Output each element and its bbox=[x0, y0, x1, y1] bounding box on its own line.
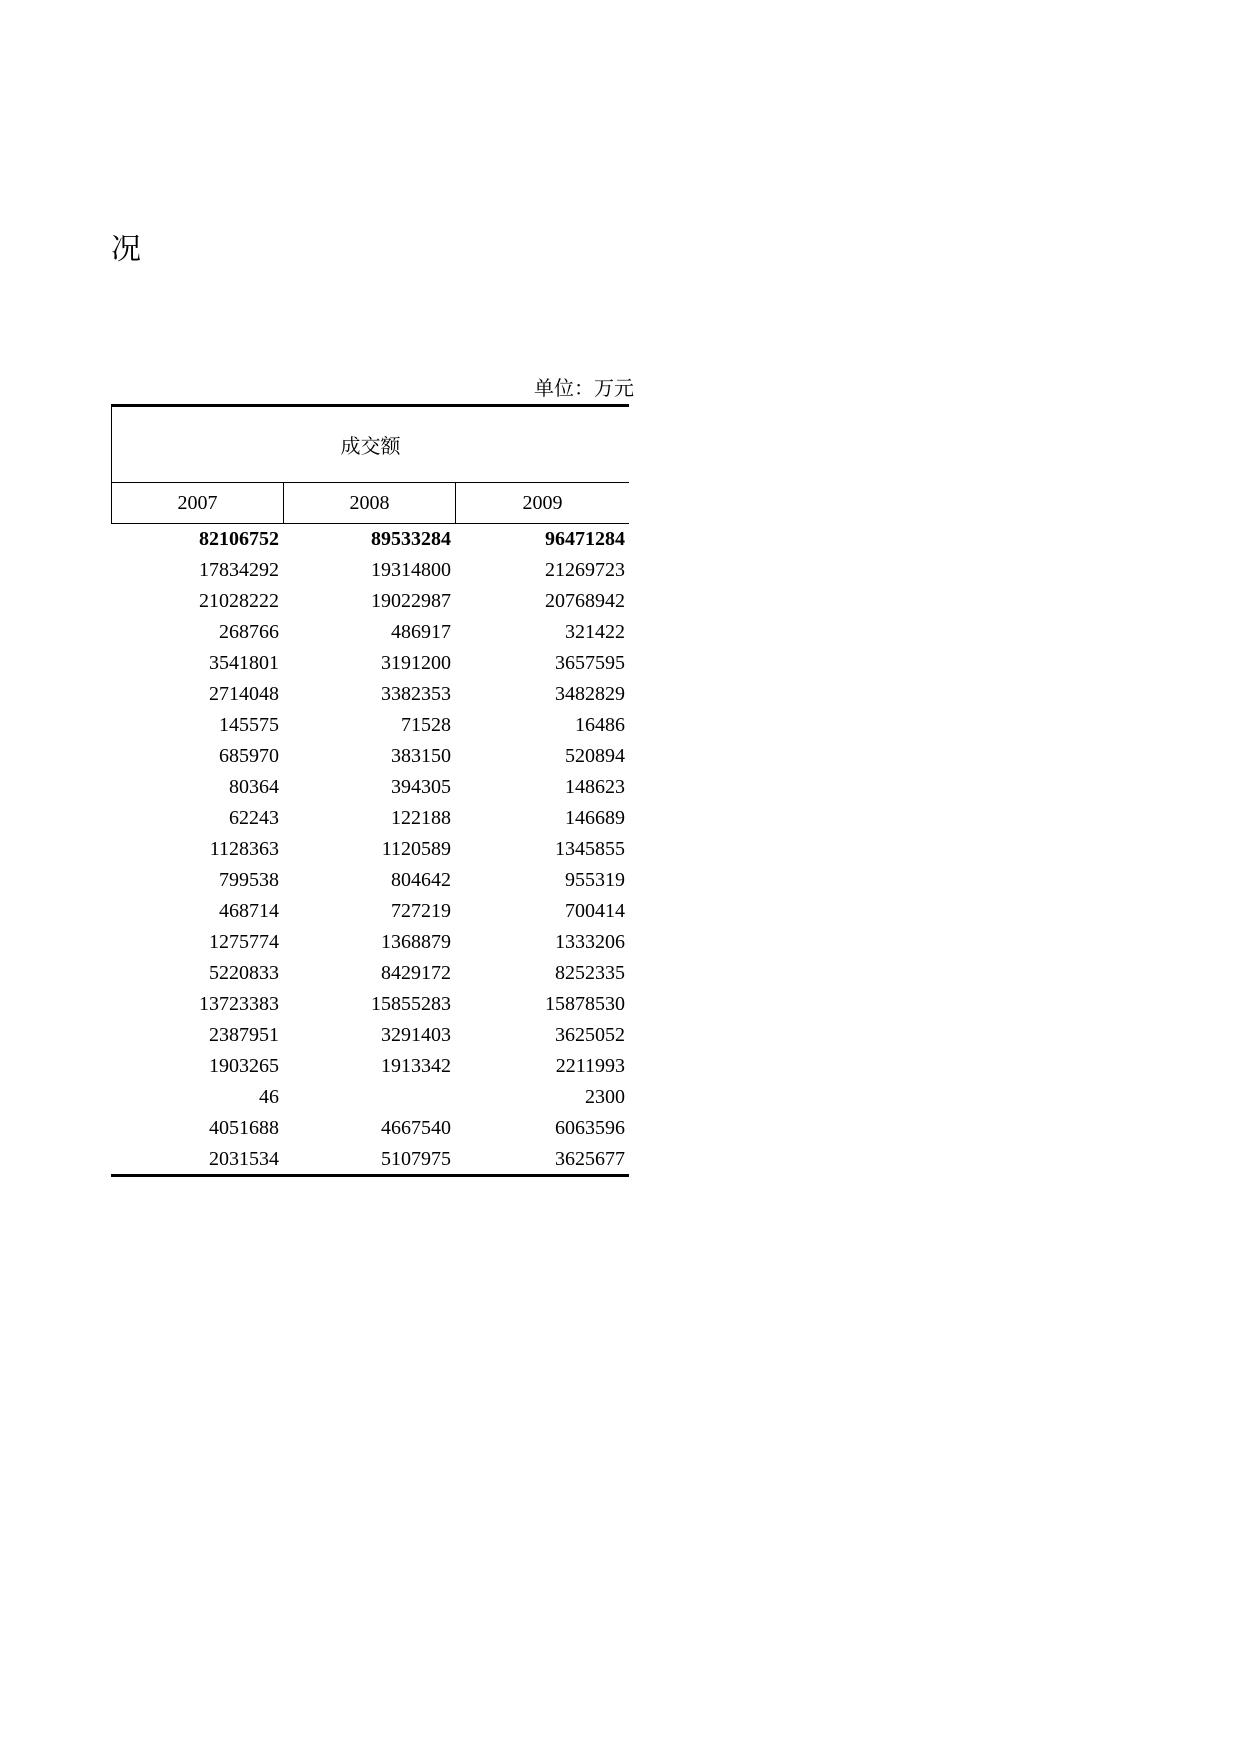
cell-2008: 5107975 bbox=[381, 1148, 451, 1170]
cell-2007: 80364 bbox=[229, 776, 279, 798]
table-row bbox=[111, 741, 629, 772]
cell-2007: 2714048 bbox=[209, 683, 279, 705]
cell-2008: 19022987 bbox=[371, 590, 451, 612]
cell-2008: 4667540 bbox=[381, 1117, 451, 1139]
cell-2008: 3382353 bbox=[381, 683, 451, 705]
cell-2009: 955319 bbox=[565, 869, 625, 891]
cell-2008: 1120589 bbox=[381, 838, 451, 860]
year-header-2008: 2008 bbox=[283, 483, 455, 523]
cell-2009: 1345855 bbox=[555, 838, 625, 860]
cell-2007: 1128363 bbox=[209, 838, 279, 860]
cell-2008: 727219 bbox=[391, 900, 451, 922]
cell-2009: 16486 bbox=[575, 714, 625, 736]
cell-2009: 6063596 bbox=[555, 1117, 625, 1139]
cell-2007: 1275774 bbox=[209, 931, 279, 953]
cell-2008: 1913342 bbox=[381, 1055, 451, 1077]
table-row-total bbox=[111, 524, 629, 555]
cell-2009: 96471284 bbox=[545, 528, 625, 550]
cell-2007: 5220833 bbox=[209, 962, 279, 984]
table-row bbox=[111, 989, 629, 1020]
table-row bbox=[111, 772, 629, 803]
column-group-header: 成交额 bbox=[111, 406, 629, 483]
cell-2009: 3625677 bbox=[555, 1148, 625, 1170]
cell-2009: 20768942 bbox=[545, 590, 625, 612]
table-row bbox=[111, 927, 629, 958]
table-row bbox=[111, 648, 629, 679]
table-row bbox=[111, 958, 629, 989]
cell-2009: 8252335 bbox=[555, 962, 625, 984]
cell-2007: 62243 bbox=[229, 807, 279, 829]
year-header-row bbox=[111, 483, 629, 524]
table-row bbox=[111, 679, 629, 710]
cell-2008: 89533284 bbox=[371, 528, 451, 550]
cell-2009: 700414 bbox=[565, 900, 625, 922]
table-row bbox=[111, 834, 629, 865]
cell-2008: 15855283 bbox=[371, 993, 451, 1015]
cell-2007: 17834292 bbox=[199, 559, 279, 581]
cell-2009: 3482829 bbox=[555, 683, 625, 705]
table-row bbox=[111, 710, 629, 741]
table-row bbox=[111, 1051, 629, 1082]
cell-2008: 804642 bbox=[391, 869, 451, 891]
cell-2008: 383150 bbox=[391, 745, 451, 767]
cell-2007: 1903265 bbox=[209, 1055, 279, 1077]
cell-2009: 21269723 bbox=[545, 559, 625, 581]
table-row bbox=[111, 803, 629, 834]
cell-2009: 15878530 bbox=[545, 993, 625, 1015]
cell-2007: 82106752 bbox=[199, 528, 279, 550]
cell-2009: 3657595 bbox=[555, 652, 625, 674]
cell-2007: 268766 bbox=[219, 621, 279, 643]
cell-2009: 2211993 bbox=[555, 1055, 625, 1077]
table-row bbox=[111, 1020, 629, 1051]
cell-2008: 394305 bbox=[391, 776, 451, 798]
cell-2009: 148623 bbox=[565, 776, 625, 798]
cell-2009: 2300 bbox=[585, 1086, 625, 1108]
cell-2007: 685970 bbox=[219, 745, 279, 767]
table-row bbox=[111, 586, 629, 617]
table-row bbox=[111, 1144, 629, 1175]
cell-2009: 3625052 bbox=[555, 1024, 625, 1046]
table-row bbox=[111, 617, 629, 648]
page-title: 况 bbox=[111, 232, 141, 267]
cell-2008: 8429172 bbox=[381, 962, 451, 984]
cell-2007: 13723383 bbox=[199, 993, 279, 1015]
cell-2008: 3191200 bbox=[381, 652, 451, 674]
year-header-2007: 2007 bbox=[111, 483, 283, 523]
cell-2009: 520894 bbox=[565, 745, 625, 767]
table-row bbox=[111, 555, 629, 586]
table-row bbox=[111, 1113, 629, 1144]
cell-2007: 21028222 bbox=[199, 590, 279, 612]
cell-2007: 2031534 bbox=[209, 1148, 279, 1170]
cell-2008: 486917 bbox=[391, 621, 451, 643]
cell-2009: 321422 bbox=[565, 621, 625, 643]
year-header-2009: 2009 bbox=[455, 483, 629, 523]
cell-2007: 145575 bbox=[219, 714, 279, 736]
table-bottom-rule bbox=[111, 1174, 629, 1177]
cell-2007: 468714 bbox=[219, 900, 279, 922]
unit-label: 单位：万元 bbox=[534, 376, 634, 400]
cell-2009: 1333206 bbox=[555, 931, 625, 953]
cell-2008: 1368879 bbox=[381, 931, 451, 953]
cell-2007: 3541801 bbox=[209, 652, 279, 674]
cell-2007: 46 bbox=[259, 1086, 279, 1108]
cell-2009: 146689 bbox=[565, 807, 625, 829]
table-row bbox=[111, 1082, 629, 1113]
table-row bbox=[111, 865, 629, 896]
cell-2007: 4051688 bbox=[209, 1117, 279, 1139]
table-row bbox=[111, 896, 629, 927]
cell-2008: 122188 bbox=[391, 807, 451, 829]
cell-2008: 71528 bbox=[401, 714, 451, 736]
cell-2008: 19314800 bbox=[371, 559, 451, 581]
cell-2008: 3291403 bbox=[381, 1024, 451, 1046]
cell-2007: 799538 bbox=[219, 869, 279, 891]
cell-2007: 2387951 bbox=[209, 1024, 279, 1046]
table-body bbox=[111, 524, 629, 1175]
